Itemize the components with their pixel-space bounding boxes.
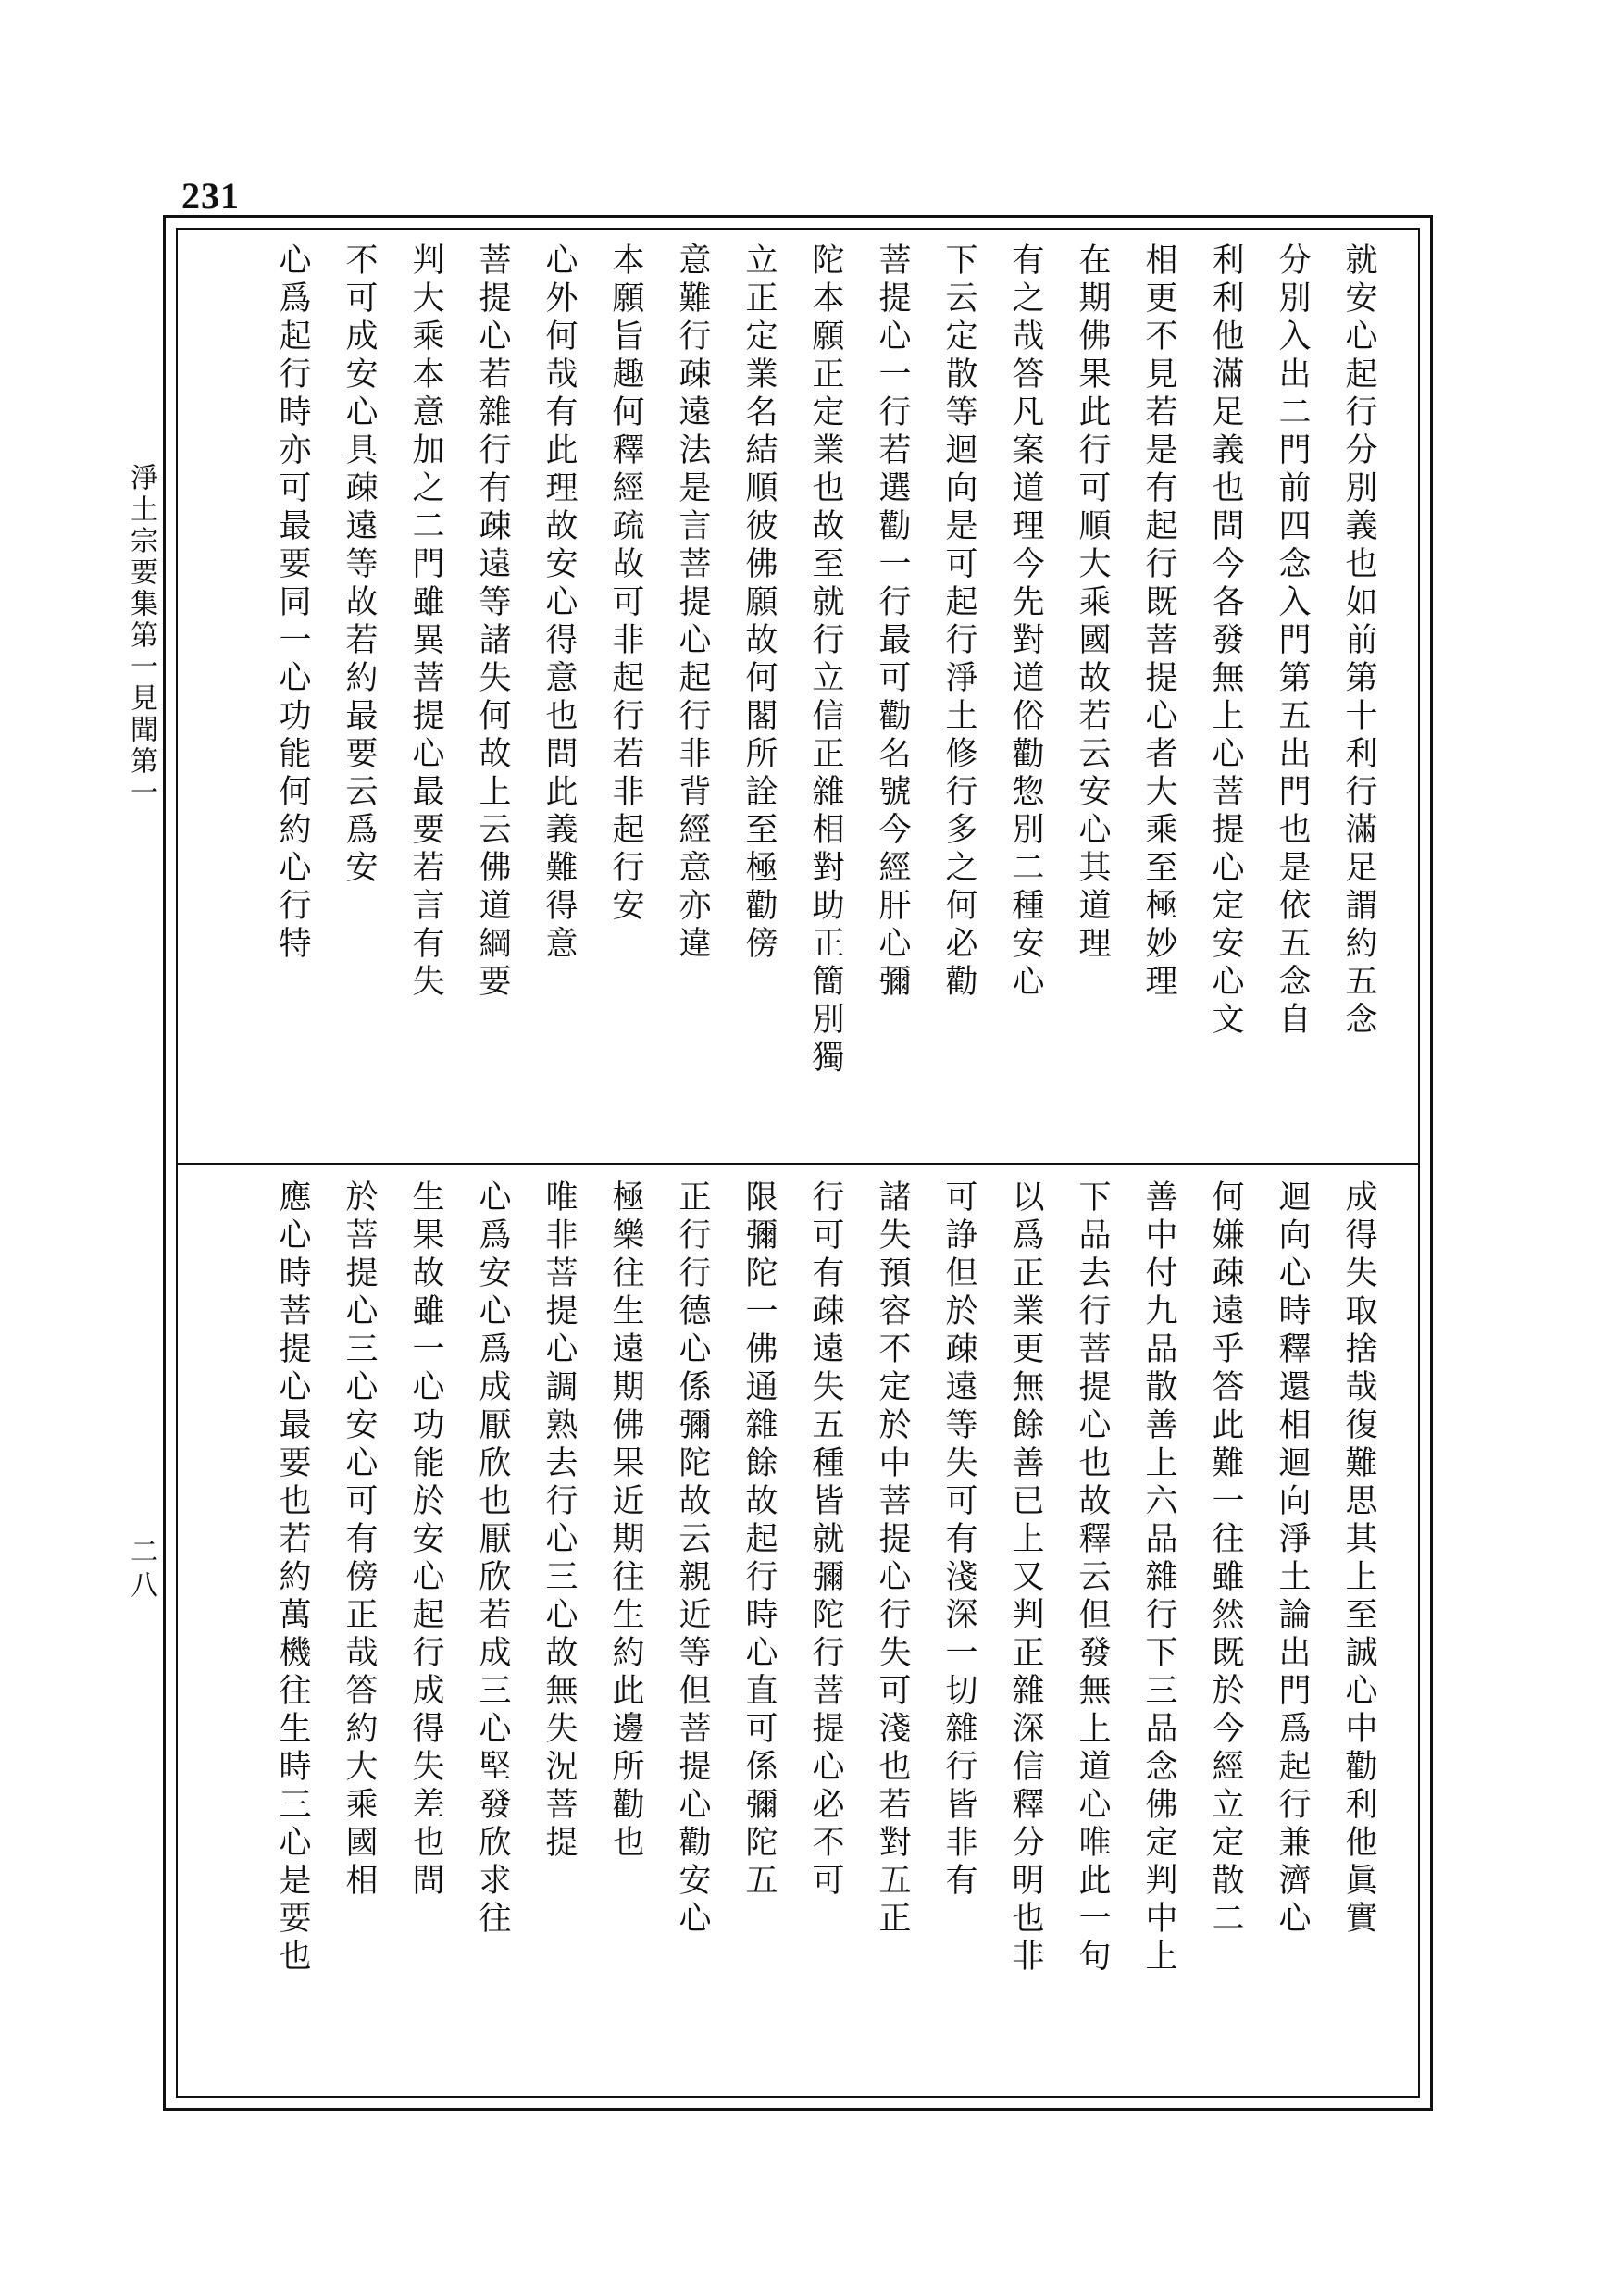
text-column: 就安心起行分別義也如前第十利行滿足謂約五念 [1340,243,1377,1040]
text-column: 立正定業名結順彼佛願故何閣所詮至極勸傍 [741,243,778,964]
text-column: 行可有疎遠失五種皆就彌陀行菩提心必不可 [807,1179,844,1901]
text-column: 不可成安心具疎遠等故若約最要云爲安 [341,243,378,888]
text-column: 有之哉答凡案道理今先對道俗勸惣別二種安心 [1007,243,1044,1002]
text-column: 諸失預容不定於中菩提心行失可淺也若對五正 [874,1179,911,1939]
text-column: 意難行疎遠法是言菩提心起行非背經意亦違 [674,243,711,964]
text-column: 何嫌疎遠乎答此難一往雖然既於今經立定散二 [1207,1179,1244,1939]
text-column: 應心時菩提心最要也若約萬機往生時三心是要也 [274,1179,311,1977]
lower-text-block [222,1179,1392,2087]
text-column: 心外何哉有此理故安心得意也問此義難得意 [541,243,578,964]
running-title: 淨土宗要集第一見聞第一 [125,463,157,809]
folio-number: 二八 [125,1537,157,1603]
text-column: 陀本願正定業也故至就行立信正雜相對助正簡別獨 [807,243,844,1078]
text-column: 可諍但於疎遠等失可有淺深一切雜行皆非有 [940,1179,977,1901]
text-column: 於菩提心三心安心可有傍正哉答約大乘國相 [341,1179,378,1901]
text-column: 本願旨趣何釋經疏故可非起行若非起行安 [607,243,644,926]
text-column: 分別入出二門前四念入門第五出門也是依五念自 [1274,243,1311,1040]
text-column: 下品去行菩提心也故釋云但發無上道心唯此一句 [1074,1179,1111,1977]
text-column: 限彌陀一佛通雜餘故起行時心直可係彌陀五 [741,1179,778,1901]
text-column: 心爲起行時亦可最要同一心功能何約心行特 [274,243,311,964]
page-number: 231 [181,175,240,217]
text-column: 在期佛果此行可順大乘國故若云安心其道理 [1074,243,1111,964]
text-column: 菩提心若雜行有疎遠等諸失何故上云佛道綱要 [474,243,511,1002]
text-column: 生果故雖一心功能於安心起行成得失差也問 [407,1179,444,1901]
text-column: 利利他滿足義也問今各發無上心菩提心定安心文 [1207,243,1244,1040]
text-column: 善中付九品散善上六品雜行下三品念佛定判中上 [1140,1179,1177,1977]
text-column: 判大乘本意加之二門雖異菩提心最要若言有失 [407,243,444,1002]
text-column: 迴向心時釋還相迴向淨土論出門爲起行兼濟心 [1274,1179,1311,1939]
text-column: 極樂往生遠期佛果近期往生約此邊所勸也 [607,1179,644,1863]
middle-divider-line [176,1163,1420,1165]
text-column: 相更不見若是有起行既菩提心者大乘至極妙理 [1140,243,1177,1002]
text-column: 下云定散等迴向是可起行淨土修行多之何必勸 [940,243,977,1002]
text-column: 菩提心一行若選勸一行最可勸名號今經肝心彌 [874,243,911,1002]
text-column: 正行行德心係彌陀故云親近等但菩提心勸安心 [674,1179,711,1939]
text-column: 以爲正業更無餘善已上又判正雜深信釋分明也非 [1007,1179,1044,1977]
text-column: 成得失取捨哉復難思其上至誠心中勸利他眞實 [1340,1179,1377,1939]
text-column: 心爲安心爲成厭欣也厭欣若成三心堅發欣求往 [474,1179,511,1939]
upper-text-block [222,243,1392,1150]
text-column: 唯非菩提心調熟去行心三心故無失況菩提 [541,1179,578,1863]
